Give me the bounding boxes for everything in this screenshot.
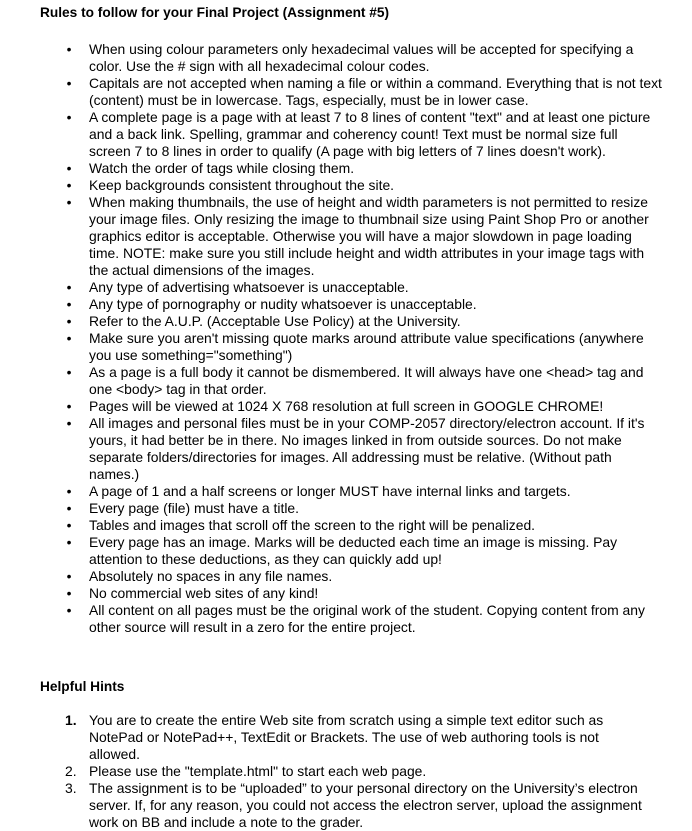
- rule-item: [0, 500, 692, 517]
- rules-heading: Rules to follow for your Final Project (Assignment #5): [40, 5, 390, 20]
- rule-text: Any type of pornography or nudity whatsoever is unacceptable.: [89, 296, 477, 312]
- hints-heading: Helpful Hints: [40, 679, 125, 694]
- rule-item: [0, 585, 692, 602]
- rule-item: [0, 534, 692, 568]
- rule-item: [0, 568, 692, 585]
- rule-text: Tables and images that scroll off the screen to the right will be penalized.: [89, 517, 536, 533]
- rule-text: Make sure you aren't missing quote marks around attribute value specifications (anywhere you use something="something"): [89, 330, 644, 363]
- bullet-icon: •: [66, 75, 72, 91]
- bullet-icon: •: [66, 398, 72, 414]
- rule-item: [0, 160, 692, 177]
- rule-item: [0, 109, 692, 160]
- rule-item: [0, 313, 692, 330]
- rule-item: [0, 415, 692, 483]
- rule-item: [0, 194, 692, 279]
- hint-number: 3.: [65, 780, 77, 796]
- rule-text: No commercial web sites of any kind!: [89, 585, 319, 601]
- hint-item: [0, 780, 692, 831]
- rule-item: [0, 483, 692, 500]
- rule-text: Capitals are not accepted when naming a file or within a command. Everything that is not text (content) must be in lowercase. Tags, especially, must be in lower case.: [89, 75, 662, 108]
- rule-text: Keep backgrounds consistent throughout the site.: [89, 177, 395, 193]
- bullet-icon: •: [66, 194, 72, 210]
- rule-text: A complete page is a page with at least 7 to 8 lines of content "text" and at least one picture and a back link. Spelling, grammar and coherency count! Text must be normal size full screen 7 to 8 lines in order to qualify (A page with big letters of 7 lines doesn't work).: [89, 109, 651, 159]
- rule-text: A page of 1 and a half screens or longer MUST have internal links and targets.: [89, 483, 571, 499]
- bullet-icon: •: [66, 160, 72, 176]
- bullet-icon: •: [66, 109, 72, 125]
- rule-text: When using colour parameters only hexadecimal values will be accepted for specifying a color. Use the # sign with all hexadecimal colour codes.: [89, 41, 634, 74]
- rule-item: [0, 364, 692, 398]
- bullet-icon: •: [66, 517, 72, 533]
- bullet-icon: •: [66, 500, 72, 516]
- bullet-icon: •: [66, 279, 72, 295]
- hints-list: [0, 712, 692, 831]
- bullet-icon: •: [66, 585, 72, 601]
- rule-text: Absolutely no spaces in any file names.: [89, 568, 333, 584]
- rules-list: [0, 41, 692, 636]
- rule-text: As a page is a full body it cannot be dismembered. It will always have one <head> tag and one <body> tag in that order.: [89, 364, 644, 397]
- hint-item: [0, 763, 692, 780]
- rule-item: [0, 177, 692, 194]
- rule-text: Any type of advertising whatsoever is unacceptable.: [89, 279, 409, 295]
- bullet-icon: •: [66, 364, 72, 380]
- bullet-icon: •: [66, 41, 72, 57]
- bullet-icon: •: [66, 568, 72, 584]
- bullet-icon: •: [66, 415, 72, 431]
- bullet-icon: •: [66, 483, 72, 499]
- rule-text: When making thumbnails, the use of height and width parameters is not permitted to resize your image files. Only resizing the image to thumbnail size using Paint Shop Pro or another graphics editor is acceptable. Otherwise you will have a major slowdown in page loading time. NOTE: make sure you still include height and width attributes in your image tags with the actual dimensions of the images.: [89, 194, 649, 278]
- rule-text: Every page has an image. Marks will be deducted each time an image is missing. Pay attention to these deductions, as they can quickly add up!: [89, 534, 618, 567]
- rule-text: Every page (file) must have a title.: [89, 500, 299, 516]
- bullet-icon: •: [66, 296, 72, 312]
- rule-item: [0, 41, 692, 75]
- hint-text: You are to create the entire Web site from scratch using a simple text editor such as NotePad or NotePad++, TextEdit or Brackets. The use of web authoring tools is not allowed.: [89, 712, 604, 762]
- rule-text: All content on all pages must be the original work of the student. Copying content from any other source will result in a zero for the entire project.: [89, 602, 645, 635]
- hint-text: The assignment is to be “uploaded” to your personal directory on the University’s electron server. If, for any reason, you could not access the electron server, upload the assignment work on BB and include a note to the grader.: [89, 780, 642, 830]
- rule-item: [0, 279, 692, 296]
- rule-item: [0, 517, 692, 534]
- rule-text: All images and personal files must be in your COMP-2057 directory/electron account. If it's yours, it had better be in there. No images linked in from outside sources. Do not make separate folders/directories for images. All addressing must be relative. (Without path names.): [89, 415, 645, 482]
- hint-number: 2.: [65, 763, 77, 779]
- bullet-icon: •: [66, 313, 72, 329]
- rule-text: Refer to the A.U.P. (Acceptable Use Policy) at the University.: [89, 313, 461, 329]
- rule-text: Watch the order of tags while closing them.: [89, 160, 355, 176]
- hint-item: [0, 712, 692, 763]
- rule-item: [0, 398, 692, 415]
- rule-item: [0, 75, 692, 109]
- bullet-icon: •: [66, 534, 72, 550]
- rule-item: [0, 296, 692, 313]
- hint-text: Please use the "template.html" to start each web page.: [89, 763, 427, 779]
- rule-item: [0, 602, 692, 636]
- bullet-icon: •: [66, 330, 72, 346]
- hint-number: 1.: [65, 712, 77, 728]
- rule-text: Pages will be viewed at 1024 X 768 resolution at full screen in GOOGLE CHROME!: [89, 398, 604, 414]
- bullet-icon: •: [66, 602, 72, 618]
- bullet-icon: •: [66, 177, 72, 193]
- rule-item: [0, 330, 692, 364]
